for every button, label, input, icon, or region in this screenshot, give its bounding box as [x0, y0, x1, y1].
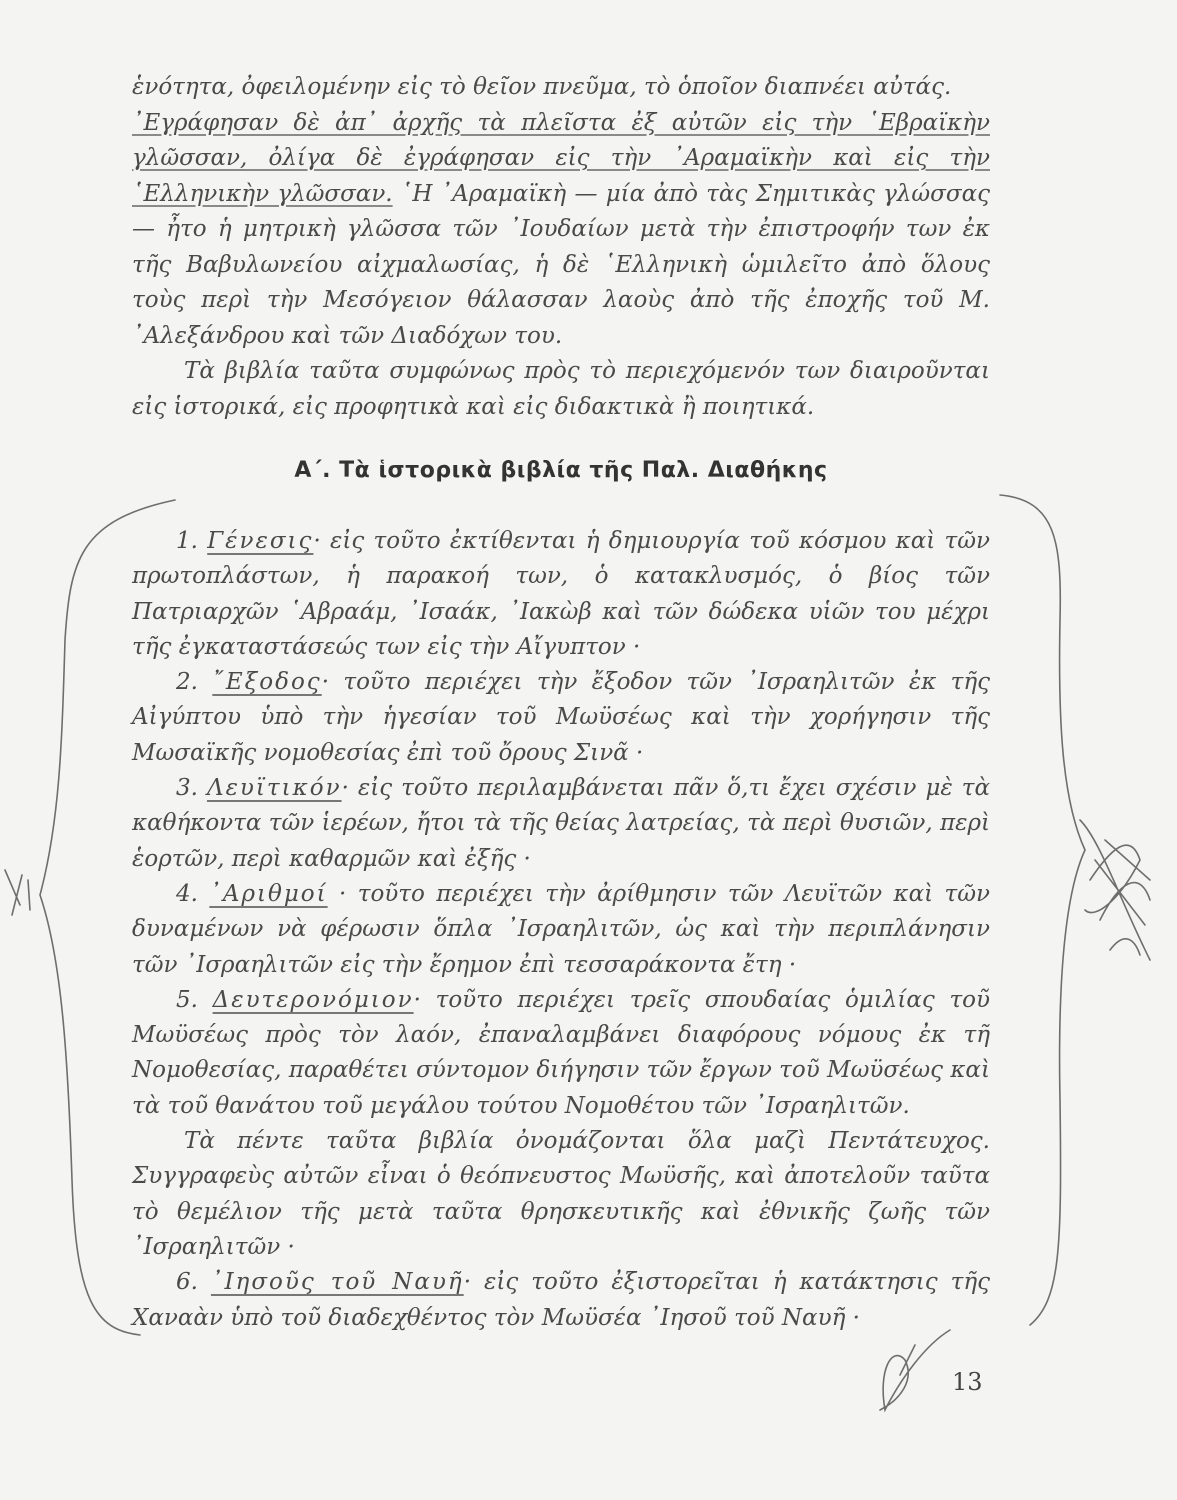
right-margin-scribble [1080, 820, 1150, 960]
book-description: · τοῦτο περιέχει τὴν ἔξοδον τῶν ᾿Ισραηλιτῶν ἐκ τῆς Αἰγύπτου ὑπὸ τὴν ἡγεσίαν τοῦ Μωϋσέως καὶ τὴν χορήγησιν τῆς Μωσαϊκῆς νομοθεσίας ἐπὶ τοῦ ὄρους Σινᾶ · [132, 669, 991, 766]
underlined-passage: ᾿Εγράφησαν δὲ ἀπ᾿ ἀρχῆς τὰ πλεῖστα ἐξ αὐτῶν εἰς τὴν ῾Εβραϊκὴν γλῶσσαν, ὀλίγα δὲ ἐγράφησαν εἰς τὴν ᾿Αραμαϊκὴν καὶ εἰς τὴν ῾Ελληνικὴν γλῶσσαν. [132, 109, 990, 207]
book-description: · τοῦτο περιέχει τὴν ἀρίθμησιν τῶν Λευϊτῶν καὶ τῶν δυναμένων νὰ φέρωσιν ὅπλα ᾿Ισραηλιτῶν, ὡς καὶ τὴν περιπλάνησιν τῶν ᾿Ισραηλιτῶν εἰς τὴν ἔρημον ἐπὶ τεσσαράκοντα ἔτη · [132, 880, 991, 978]
book-title: ᾿Ιησοῦς τοῦ Ναυῆ [210, 1269, 464, 1296]
item-number: 6. [176, 1269, 198, 1296]
item-number: 5. [176, 986, 198, 1013]
book-description: · εἰς τοῦτο ἐξιστορεῖται ἡ κατάκτησις τῆς Χαναὰν ὑπὸ τοῦ διαδεχθέντος τὸν Μωϋσέα ᾿Ιησοῦ τοῦ Ναυῆ · [132, 1269, 990, 1331]
book-title: Λευϊτικόν [206, 775, 342, 802]
item-number: 3. [176, 775, 198, 802]
book-title: ᾿Αριθμοί [209, 880, 328, 907]
right-brace-mark [1000, 495, 1085, 1325]
intro-paragraph-3: Τὰ βιβλία ταῦτα συμφώνως πρὸς τὸ περιεχόμενόν των διαιροῦνται εἰς ἱστορικά, εἰς προφητικὰ καὶ εἰς διδακτικὰ ἢ ποιητικά. [132, 358, 990, 420]
pentateuch-paragraph: Τὰ πέντε ταῦτα βιβλία ὀνομάζονται ὅλα μαζὶ Πεντάτευχος. Συγγραφεὺς αὐτῶν εἶναι ὁ θεόπνευστος Μωϋσῆς, καὶ ἀποτελοῦν ταῦτα τὸ θεμέλιον τῆς μετὰ ταῦτα θρησκευτικῆς καὶ ἐθνικῆς ζωῆς τῶν ᾿Ισραηλιτῶν · [132, 1128, 990, 1260]
book-title: Δευτερονόμιον [212, 986, 414, 1013]
left-brace-mark [40, 500, 175, 1335]
book-title: Γένεσις [207, 528, 314, 554]
initials-mark [880, 1330, 950, 1410]
item-number: 1. [176, 528, 198, 554]
page-number: 13 [952, 1368, 983, 1396]
item-number: 2. [176, 669, 198, 696]
book-description: · εἰς τοῦτο περιλαμβάνεται πᾶν ὅ,τι ἔχει σχέσιν μὲ τὰ καθήκοντα τῶν ἱερέων, ἤτοι τὰ τῆς θείας λατρείας, τὰ περὶ θυσιῶν, περὶ ἑορτῶν, περὶ καθαρμῶν καὶ ἐξῆς · [132, 775, 991, 872]
intro-paragraph-1: ἑνότητα, ὀφειλομένην εἰς τὸ θεῖον πνεῦμα, τὸ ὁποῖον διαπνέει αὐτάς. [132, 74, 952, 100]
item-number: 4. [176, 880, 198, 907]
book-description: · τοῦτο περιέχει τρεῖς σπουδαίας ὁμιλίας τοῦ Μωϋσέως πρὸς τὸν λαόν, ἐπαναλαμβάνει διαφόρους νόμους ἐκ τῆ Νομοθεσίας, παραθέτει σύντομον διήγησιν τῶν ἔργων τοῦ Μωϋσέως καὶ τὰ τοῦ θανάτου τοῦ μεγάλου τούτου Νομοθέτου τῶν ᾿Ισραηλιτῶν. [132, 986, 990, 1119]
book-title: ῎Εξοδος [212, 669, 322, 696]
intro-paragraph-2-rest: ῾Η ᾿Αραμαϊκὴ — μία ἀπὸ τὰς Σημιτικὰς γλώσσας — ἦτο ἡ μητρικὴ γλῶσσα τῶν ᾿Ιουδαίων μετὰ τὴν ἐπιστροφήν των ἐκ τῆς Βαβυλωνείου αἰχμαλωσίας, ἡ δὲ ῾Ελληνικὴ ὡμιλεῖτο ἀπὸ ὅλους τοὺς περὶ τὴν Μεσόγειον θάλασσαν λαοὺς ἀπὸ τῆς ἐποχῆς τοῦ Μ. ᾿Αλεξάνδρου καὶ τῶν Διαδόχων του. [132, 180, 990, 349]
section-heading: Α΄. Τὰ ἱστορικὰ βιβλία τῆς Παλ. Διαθήκης [294, 458, 828, 483]
left-margin-scribble [5, 870, 30, 915]
book-description: · εἰς τοῦτο ἐκτίθενται ἡ δημιουργία τοῦ κόσμου καὶ τῶν πρωτοπλάστων, ἡ παρακοή των, ὁ κατακλυσμός, ὁ βίος τῶν Πατριαρχῶν ῾Αβραάμ, ᾿Ισαάκ, ᾿Ιακὼβ καὶ τῶν δώδεκα υἱῶν του μέχρι τῆς ἐγκαταστάσεώς των εἰς τὴν Αἴγυπτον · [132, 528, 990, 660]
